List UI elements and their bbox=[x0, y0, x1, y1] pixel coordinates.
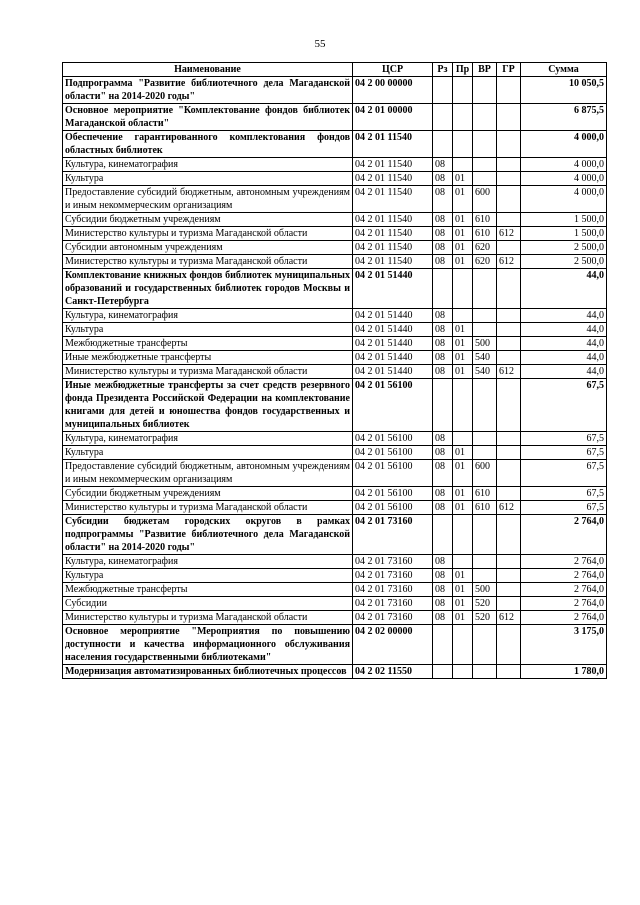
row-pr: 01 bbox=[453, 597, 473, 611]
row-pr: 01 bbox=[453, 351, 473, 365]
row-name: Иные межбюджетные трансферты за счет средств резервного фонда Президента Российской Федерации на комплектование книгами для детей и юношества фондов государственных и муниципальных библиотек bbox=[63, 379, 353, 432]
row-csr: 04 2 01 51440 bbox=[353, 309, 433, 323]
row-vr bbox=[473, 104, 497, 131]
row-sum: 44,0 bbox=[521, 337, 607, 351]
row-gr bbox=[497, 172, 521, 186]
row-sum: 2 764,0 bbox=[521, 611, 607, 625]
row-sum: 2 500,0 bbox=[521, 255, 607, 269]
row-vr bbox=[473, 172, 497, 186]
row-gr bbox=[497, 555, 521, 569]
row-gr bbox=[497, 379, 521, 432]
table-row bbox=[63, 104, 607, 131]
table-row bbox=[63, 625, 607, 665]
row-vr: 620 bbox=[473, 255, 497, 269]
row-name: Культура, кинематография bbox=[63, 432, 353, 446]
table-row bbox=[63, 487, 607, 501]
row-csr: 04 2 01 73160 bbox=[353, 515, 433, 555]
row-vr: 500 bbox=[473, 583, 497, 597]
row-sum: 2 764,0 bbox=[521, 597, 607, 611]
row-pr: 01 bbox=[453, 460, 473, 487]
row-rz: 08 bbox=[433, 569, 453, 583]
row-name: Субсидии бюджетам городских округов в рамках подпрограммы "Развитие библиотечного дела Магаданской области" на 2014-2020 годы" bbox=[63, 515, 353, 555]
row-sum: 44,0 bbox=[521, 269, 607, 309]
table-row bbox=[63, 432, 607, 446]
row-gr bbox=[497, 583, 521, 597]
row-csr: 04 2 02 00000 bbox=[353, 625, 433, 665]
row-rz: 08 bbox=[433, 460, 453, 487]
row-name: Межбюджетные трансферты bbox=[63, 583, 353, 597]
row-gr bbox=[497, 569, 521, 583]
table-row bbox=[63, 337, 607, 351]
row-pr bbox=[453, 665, 473, 679]
row-gr bbox=[497, 625, 521, 665]
table-row bbox=[63, 365, 607, 379]
row-vr: 610 bbox=[473, 213, 497, 227]
row-name: Культура, кинематография bbox=[63, 158, 353, 172]
row-csr: 04 2 01 11540 bbox=[353, 131, 433, 158]
table-row bbox=[63, 446, 607, 460]
row-vr bbox=[473, 379, 497, 432]
row-pr: 01 bbox=[453, 213, 473, 227]
row-vr: 500 bbox=[473, 337, 497, 351]
row-sum: 2 764,0 bbox=[521, 555, 607, 569]
row-sum: 67,5 bbox=[521, 501, 607, 515]
row-vr bbox=[473, 432, 497, 446]
row-rz bbox=[433, 625, 453, 665]
row-pr: 01 bbox=[453, 241, 473, 255]
row-csr: 04 2 01 11540 bbox=[353, 186, 433, 213]
table-header bbox=[63, 63, 607, 77]
row-pr bbox=[453, 515, 473, 555]
row-pr: 01 bbox=[453, 186, 473, 213]
row-pr: 01 bbox=[453, 569, 473, 583]
row-gr bbox=[497, 309, 521, 323]
row-name: Культура bbox=[63, 569, 353, 583]
table-row bbox=[63, 241, 607, 255]
table-row bbox=[63, 569, 607, 583]
row-sum: 3 175,0 bbox=[521, 625, 607, 665]
row-csr: 04 2 01 51440 bbox=[353, 365, 433, 379]
row-gr bbox=[497, 487, 521, 501]
row-vr bbox=[473, 665, 497, 679]
row-csr: 04 2 01 51440 bbox=[353, 337, 433, 351]
row-gr bbox=[497, 77, 521, 104]
row-name: Министерство культуры и туризма Магаданской области bbox=[63, 611, 353, 625]
row-name: Подпрограмма "Развитие библиотечного дела Магаданской области" на 2014-2020 годы" bbox=[63, 77, 353, 104]
row-name: Культура bbox=[63, 323, 353, 337]
row-sum: 10 050,5 bbox=[521, 77, 607, 104]
row-name: Предоставление субсидий бюджетным, автономным учреждениям и иным некоммерческим организациям bbox=[63, 460, 353, 487]
row-pr bbox=[453, 77, 473, 104]
row-rz bbox=[433, 515, 453, 555]
row-gr bbox=[497, 446, 521, 460]
table-row bbox=[63, 555, 607, 569]
row-vr: 520 bbox=[473, 611, 497, 625]
row-sum: 1 500,0 bbox=[521, 213, 607, 227]
row-pr bbox=[453, 625, 473, 665]
row-csr: 04 2 01 11540 bbox=[353, 172, 433, 186]
budget-table bbox=[62, 62, 607, 679]
table-row bbox=[63, 77, 607, 104]
row-gr bbox=[497, 460, 521, 487]
row-pr: 01 bbox=[453, 446, 473, 460]
row-gr bbox=[497, 515, 521, 555]
header-gr: ГР bbox=[497, 63, 521, 77]
row-csr: 04 2 01 73160 bbox=[353, 569, 433, 583]
row-rz: 08 bbox=[433, 501, 453, 515]
row-sum: 6 875,5 bbox=[521, 104, 607, 131]
row-name: Министерство культуры и туризма Магаданской области bbox=[63, 501, 353, 515]
row-rz: 08 bbox=[433, 255, 453, 269]
row-csr: 04 2 01 11540 bbox=[353, 227, 433, 241]
row-csr: 04 2 01 73160 bbox=[353, 611, 433, 625]
table-row bbox=[63, 213, 607, 227]
row-pr: 01 bbox=[453, 323, 473, 337]
row-sum: 1 500,0 bbox=[521, 227, 607, 241]
row-name: Культура, кинематография bbox=[63, 555, 353, 569]
row-name: Иные межбюджетные трансферты bbox=[63, 351, 353, 365]
row-rz bbox=[433, 269, 453, 309]
row-gr bbox=[497, 432, 521, 446]
row-name: Субсидии бюджетным учреждениям bbox=[63, 213, 353, 227]
row-vr bbox=[473, 309, 497, 323]
row-csr: 04 2 01 56100 bbox=[353, 501, 433, 515]
table-row bbox=[63, 351, 607, 365]
row-name: Министерство культуры и туризма Магаданской области bbox=[63, 227, 353, 241]
row-vr bbox=[473, 555, 497, 569]
row-csr: 04 2 01 51440 bbox=[353, 351, 433, 365]
row-vr: 610 bbox=[473, 487, 497, 501]
row-rz: 08 bbox=[433, 365, 453, 379]
row-pr: 01 bbox=[453, 487, 473, 501]
row-pr bbox=[453, 158, 473, 172]
row-rz bbox=[433, 77, 453, 104]
row-gr bbox=[497, 323, 521, 337]
header-csr: ЦСР bbox=[353, 63, 433, 77]
row-csr: 04 2 01 00000 bbox=[353, 104, 433, 131]
row-rz bbox=[433, 665, 453, 679]
row-sum: 44,0 bbox=[521, 323, 607, 337]
row-vr bbox=[473, 269, 497, 309]
row-rz: 08 bbox=[433, 213, 453, 227]
row-name: Субсидии bbox=[63, 597, 353, 611]
row-rz: 08 bbox=[433, 446, 453, 460]
row-vr bbox=[473, 515, 497, 555]
row-rz: 08 bbox=[433, 323, 453, 337]
row-gr bbox=[497, 351, 521, 365]
row-name: Субсидии автономным учреждениям bbox=[63, 241, 353, 255]
row-rz: 08 bbox=[433, 597, 453, 611]
row-pr: 01 bbox=[453, 611, 473, 625]
header-sum: Сумма bbox=[521, 63, 607, 77]
row-sum: 67,5 bbox=[521, 379, 607, 432]
row-rz: 08 bbox=[433, 351, 453, 365]
row-csr: 04 2 01 11540 bbox=[353, 213, 433, 227]
header-pr: Пр bbox=[453, 63, 473, 77]
row-pr: 01 bbox=[453, 365, 473, 379]
row-gr: 612 bbox=[497, 365, 521, 379]
row-vr: 610 bbox=[473, 501, 497, 515]
row-csr: 04 2 01 51440 bbox=[353, 269, 433, 309]
row-pr bbox=[453, 555, 473, 569]
row-pr: 01 bbox=[453, 583, 473, 597]
row-gr bbox=[497, 213, 521, 227]
row-sum: 44,0 bbox=[521, 351, 607, 365]
row-sum: 1 780,0 bbox=[521, 665, 607, 679]
table-row bbox=[63, 597, 607, 611]
row-csr: 04 2 01 56100 bbox=[353, 432, 433, 446]
table-row bbox=[63, 515, 607, 555]
row-pr bbox=[453, 309, 473, 323]
table-row bbox=[63, 611, 607, 625]
table-row bbox=[63, 131, 607, 158]
row-name: Культура, кинематография bbox=[63, 309, 353, 323]
row-sum: 44,0 bbox=[521, 365, 607, 379]
page-number: 55 bbox=[314, 38, 326, 50]
row-pr: 01 bbox=[453, 337, 473, 351]
row-vr bbox=[473, 77, 497, 104]
table-row bbox=[63, 186, 607, 213]
row-pr bbox=[453, 379, 473, 432]
table-row bbox=[63, 172, 607, 186]
table-row bbox=[63, 583, 607, 597]
row-pr bbox=[453, 432, 473, 446]
row-vr: 620 bbox=[473, 241, 497, 255]
row-csr: 04 2 01 11540 bbox=[353, 158, 433, 172]
row-vr bbox=[473, 569, 497, 583]
row-pr: 01 bbox=[453, 172, 473, 186]
row-sum: 2 764,0 bbox=[521, 583, 607, 597]
row-sum: 2 764,0 bbox=[521, 569, 607, 583]
row-rz: 08 bbox=[433, 241, 453, 255]
row-csr: 04 2 02 11550 bbox=[353, 665, 433, 679]
row-rz: 08 bbox=[433, 172, 453, 186]
row-sum: 4 000,0 bbox=[521, 186, 607, 213]
row-gr: 612 bbox=[497, 501, 521, 515]
row-rz bbox=[433, 104, 453, 131]
row-vr: 540 bbox=[473, 365, 497, 379]
row-rz bbox=[433, 131, 453, 158]
row-rz: 08 bbox=[433, 583, 453, 597]
row-name: Основное мероприятие "Мероприятия по повышению доступности и качества информационного обслуживания населения государственными библиотеками" bbox=[63, 625, 353, 665]
row-vr: 520 bbox=[473, 597, 497, 611]
row-gr bbox=[497, 665, 521, 679]
row-rz: 08 bbox=[433, 432, 453, 446]
row-vr: 600 bbox=[473, 460, 497, 487]
row-gr: 612 bbox=[497, 611, 521, 625]
row-rz: 08 bbox=[433, 186, 453, 213]
row-pr: 01 bbox=[453, 501, 473, 515]
header-rz: Рз bbox=[433, 63, 453, 77]
row-name: Субсидии бюджетным учреждениям bbox=[63, 487, 353, 501]
row-sum: 2 500,0 bbox=[521, 241, 607, 255]
row-gr: 612 bbox=[497, 227, 521, 241]
row-rz: 08 bbox=[433, 337, 453, 351]
row-rz bbox=[433, 379, 453, 432]
table-row bbox=[63, 460, 607, 487]
row-csr: 04 2 01 56100 bbox=[353, 487, 433, 501]
row-rz: 08 bbox=[433, 487, 453, 501]
row-sum: 44,0 bbox=[521, 309, 607, 323]
header-vr: ВР bbox=[473, 63, 497, 77]
row-rz: 08 bbox=[433, 158, 453, 172]
row-name: Министерство культуры и туризма Магаданской области bbox=[63, 365, 353, 379]
row-vr bbox=[473, 625, 497, 665]
table-row bbox=[63, 255, 607, 269]
row-csr: 04 2 01 11540 bbox=[353, 255, 433, 269]
row-rz: 08 bbox=[433, 611, 453, 625]
row-gr bbox=[497, 269, 521, 309]
row-name: Основное мероприятие "Комплектование фондов библиотек Магаданской области" bbox=[63, 104, 353, 131]
row-name: Модернизация автоматизированных библиотечных процессов bbox=[63, 665, 353, 679]
row-vr bbox=[473, 446, 497, 460]
row-gr bbox=[497, 597, 521, 611]
header-name: Наименование bbox=[63, 63, 353, 77]
table-row bbox=[63, 227, 607, 241]
row-gr bbox=[497, 241, 521, 255]
row-name: Комплектование книжных фондов библиотек муниципальных образований и государственных библиотек городов Москвы и Санкт-Петербурга bbox=[63, 269, 353, 309]
row-vr: 610 bbox=[473, 227, 497, 241]
row-pr bbox=[453, 269, 473, 309]
row-vr: 540 bbox=[473, 351, 497, 365]
row-gr bbox=[497, 337, 521, 351]
row-sum: 4 000,0 bbox=[521, 158, 607, 172]
row-pr bbox=[453, 104, 473, 131]
table-row bbox=[63, 158, 607, 172]
row-vr bbox=[473, 323, 497, 337]
row-csr: 04 2 01 56100 bbox=[353, 460, 433, 487]
row-sum: 2 764,0 bbox=[521, 515, 607, 555]
row-csr: 04 2 01 73160 bbox=[353, 597, 433, 611]
row-rz: 08 bbox=[433, 309, 453, 323]
row-pr: 01 bbox=[453, 255, 473, 269]
row-gr bbox=[497, 186, 521, 213]
row-csr: 04 2 01 73160 bbox=[353, 583, 433, 597]
row-vr: 600 bbox=[473, 186, 497, 213]
row-name: Культура bbox=[63, 446, 353, 460]
row-sum: 4 000,0 bbox=[521, 172, 607, 186]
row-name: Предоставление субсидий бюджетным, автономным учреждениям и иным некоммерческим организациям bbox=[63, 186, 353, 213]
row-name: Культура bbox=[63, 172, 353, 186]
table-body bbox=[63, 77, 607, 679]
row-csr: 04 2 01 56100 bbox=[353, 446, 433, 460]
table-row bbox=[63, 323, 607, 337]
row-rz: 08 bbox=[433, 227, 453, 241]
row-gr bbox=[497, 131, 521, 158]
table-row bbox=[63, 309, 607, 323]
row-sum: 67,5 bbox=[521, 487, 607, 501]
row-rz: 08 bbox=[433, 555, 453, 569]
row-csr: 04 2 00 00000 bbox=[353, 77, 433, 104]
row-vr bbox=[473, 131, 497, 158]
row-sum: 4 000,0 bbox=[521, 131, 607, 158]
row-name: Межбюджетные трансферты bbox=[63, 337, 353, 351]
table-row bbox=[63, 379, 607, 432]
table-row bbox=[63, 269, 607, 309]
row-name: Обеспечение гарантированного комплектования фондов областных библиотек bbox=[63, 131, 353, 158]
row-gr bbox=[497, 158, 521, 172]
row-gr: 612 bbox=[497, 255, 521, 269]
table-row bbox=[63, 501, 607, 515]
row-pr: 01 bbox=[453, 227, 473, 241]
row-sum: 67,5 bbox=[521, 446, 607, 460]
row-name: Министерство культуры и туризма Магаданской области bbox=[63, 255, 353, 269]
row-csr: 04 2 01 11540 bbox=[353, 241, 433, 255]
row-csr: 04 2 01 73160 bbox=[353, 555, 433, 569]
row-pr bbox=[453, 131, 473, 158]
row-sum: 67,5 bbox=[521, 460, 607, 487]
row-gr bbox=[497, 104, 521, 131]
row-csr: 04 2 01 51440 bbox=[353, 323, 433, 337]
row-vr bbox=[473, 158, 497, 172]
row-sum: 67,5 bbox=[521, 432, 607, 446]
row-csr: 04 2 01 56100 bbox=[353, 379, 433, 432]
table-row bbox=[63, 665, 607, 679]
